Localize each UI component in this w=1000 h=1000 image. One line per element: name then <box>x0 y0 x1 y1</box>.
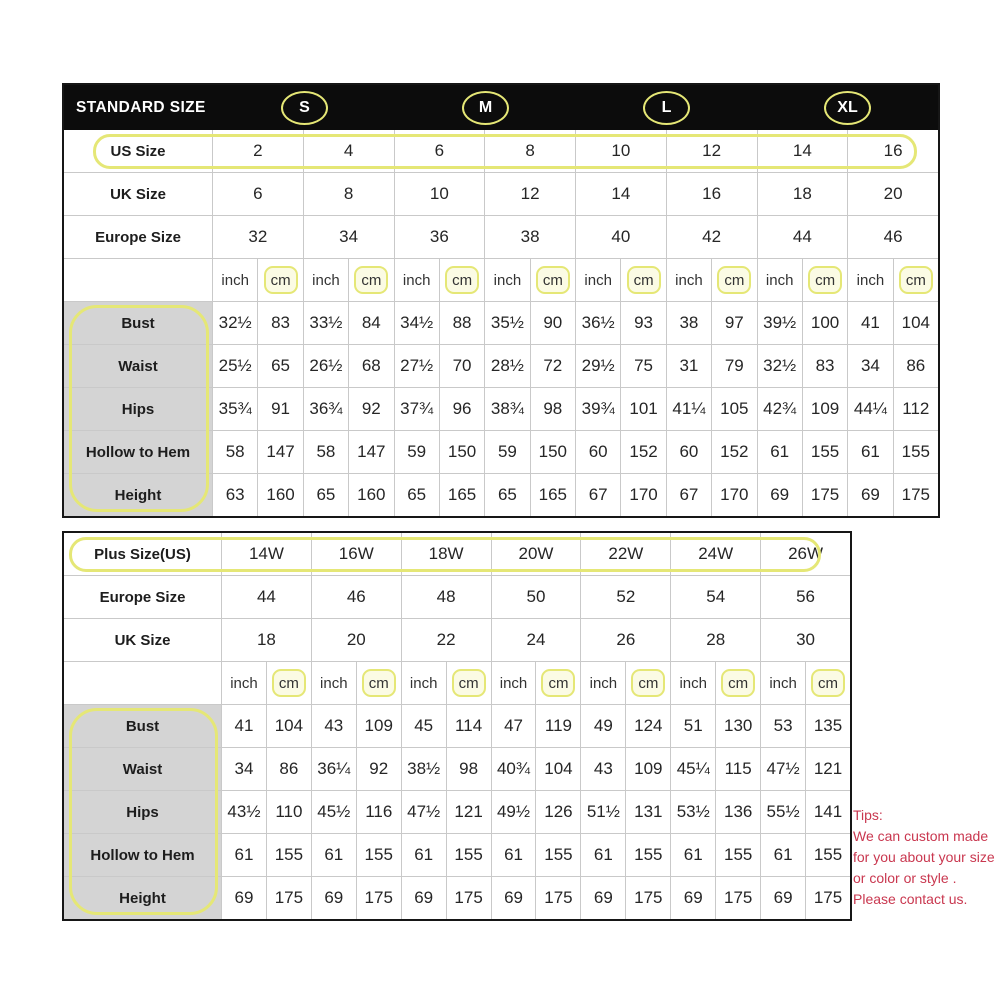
measure-value-cell: 175 <box>267 877 311 919</box>
cm-unit-cell <box>803 259 847 301</box>
measure-value-cell: 40¾ <box>492 748 536 790</box>
tips-line-4: Please contact us. <box>853 891 968 907</box>
measure-value-cell: 175 <box>447 877 491 919</box>
measure-value-cell: 42¾ <box>758 388 802 430</box>
size-value-cell: 18 <box>758 173 848 215</box>
cm-unit-cell <box>531 259 575 301</box>
inch-unit-label: inch <box>848 259 892 301</box>
measure-value-cell: 69 <box>581 877 625 919</box>
measure-value-cell: 109 <box>357 705 401 747</box>
measure-row-label: Hips <box>64 791 221 833</box>
size-value-cell: 56 <box>761 576 850 618</box>
size-value-cell: 6 <box>395 130 485 172</box>
measure-value-cell: 41¼ <box>667 388 711 430</box>
size-value-cell: 16 <box>848 130 938 172</box>
size-row-label: UK Size <box>64 619 221 661</box>
size-value-cell: 46 <box>848 216 938 258</box>
inch-unit-label: inch <box>304 259 348 301</box>
cm-unit-highlight: cm <box>627 266 661 294</box>
measure-value-cell: 39¾ <box>576 388 620 430</box>
size-value-cell: 34 <box>304 216 394 258</box>
measure-value-cell: 65 <box>395 474 439 516</box>
measure-value-cell: 53½ <box>671 791 715 833</box>
measure-value-cell: 86 <box>894 345 938 387</box>
size-row-label: US Size <box>64 130 212 172</box>
size-row-label: Europe Size <box>64 216 212 258</box>
size-value-cell: 16W <box>312 533 401 575</box>
size-value-cell: 14 <box>576 173 666 215</box>
measure-value-cell: 72 <box>531 345 575 387</box>
size-group-m <box>395 91 576 125</box>
measure-value-cell: 53 <box>761 705 805 747</box>
size-letter-xl-circle: XL <box>824 91 871 125</box>
measure-value-cell: 130 <box>716 705 760 747</box>
size-value-cell: 50 <box>492 576 581 618</box>
size-value-cell: 42 <box>667 216 757 258</box>
measure-value-cell: 47 <box>492 705 536 747</box>
measure-value-cell: 36¾ <box>304 388 348 430</box>
measure-value-cell: 69 <box>492 877 536 919</box>
cm-unit-highlight: cm <box>536 266 570 294</box>
size-letter-s-circle: S <box>281 91 328 125</box>
measure-value-cell: 49½ <box>492 791 536 833</box>
size-value-cell: 16 <box>667 173 757 215</box>
measure-value-cell: 47½ <box>402 791 446 833</box>
measure-value-cell: 61 <box>492 834 536 876</box>
plus-size-table <box>62 531 852 921</box>
measure-value-cell: 61 <box>402 834 446 876</box>
measure-value-cell: 135 <box>806 705 850 747</box>
measure-value-cell: 49 <box>581 705 625 747</box>
measure-value-cell: 83 <box>258 302 302 344</box>
measure-value-cell: 126 <box>536 791 580 833</box>
measure-value-cell: 38¾ <box>485 388 529 430</box>
measure-value-cell: 51 <box>671 705 715 747</box>
measure-value-cell: 160 <box>258 474 302 516</box>
measure-value-cell: 69 <box>222 877 266 919</box>
size-value-cell: 18W <box>402 533 491 575</box>
measure-row-label: Waist <box>64 345 212 387</box>
size-value-cell: 20 <box>848 173 938 215</box>
measure-value-cell: 45 <box>402 705 446 747</box>
measure-value-cell: 155 <box>357 834 401 876</box>
size-value-cell: 36 <box>395 216 485 258</box>
measure-value-cell: 26½ <box>304 345 348 387</box>
measure-value-cell: 124 <box>626 705 670 747</box>
measure-value-cell: 45¼ <box>671 748 715 790</box>
inch-unit-label: inch <box>485 259 529 301</box>
measure-value-cell: 27½ <box>395 345 439 387</box>
measure-value-cell: 160 <box>349 474 393 516</box>
measure-value-cell: 41 <box>222 705 266 747</box>
measure-value-cell: 43 <box>312 705 356 747</box>
inch-unit-label: inch <box>312 662 356 704</box>
measure-value-cell: 69 <box>312 877 356 919</box>
size-row-label: UK Size <box>64 173 212 215</box>
tips-line-3: or color or style . <box>853 870 957 886</box>
measure-value-cell: 175 <box>536 877 580 919</box>
measure-value-cell: 36½ <box>576 302 620 344</box>
cm-unit-cell <box>621 259 665 301</box>
cm-unit-highlight: cm <box>264 266 298 294</box>
size-value-cell: 6 <box>213 173 303 215</box>
size-value-cell: 54 <box>671 576 760 618</box>
measure-value-cell: 84 <box>349 302 393 344</box>
inch-unit-label: inch <box>758 259 802 301</box>
measure-value-cell: 100 <box>803 302 847 344</box>
measure-value-cell: 51½ <box>581 791 625 833</box>
cm-unit-cell <box>894 259 938 301</box>
measure-value-cell: 65 <box>304 474 348 516</box>
measure-value-cell: 59 <box>395 431 439 473</box>
measure-value-cell: 36¼ <box>312 748 356 790</box>
measure-value-cell: 175 <box>357 877 401 919</box>
cm-unit-highlight: cm <box>354 266 388 294</box>
cm-unit-highlight: cm <box>811 669 845 697</box>
size-group-l <box>576 91 757 125</box>
size-value-cell: 44 <box>758 216 848 258</box>
size-value-cell: 4 <box>304 130 394 172</box>
measure-value-cell: 67 <box>576 474 620 516</box>
cm-unit-cell <box>626 662 670 704</box>
cm-unit-cell <box>806 662 850 704</box>
measure-value-cell: 65 <box>485 474 529 516</box>
measure-row-label: Hollow to Hem <box>64 834 221 876</box>
measure-value-cell: 150 <box>440 431 484 473</box>
measure-value-cell: 31 <box>667 345 711 387</box>
size-letter-l-circle: L <box>643 91 690 125</box>
measure-value-cell: 152 <box>712 431 756 473</box>
measure-value-cell: 25½ <box>213 345 257 387</box>
inch-unit-label: inch <box>492 662 536 704</box>
measure-value-cell: 35½ <box>485 302 529 344</box>
measure-value-cell: 98 <box>531 388 575 430</box>
size-value-cell: 32 <box>213 216 303 258</box>
tips-line-2: for you about your size <box>853 849 995 865</box>
measure-value-cell: 60 <box>667 431 711 473</box>
measure-value-cell: 58 <box>304 431 348 473</box>
measure-value-cell: 136 <box>716 791 760 833</box>
measure-value-cell: 67 <box>667 474 711 516</box>
measure-value-cell: 150 <box>531 431 575 473</box>
size-value-cell: 46 <box>312 576 401 618</box>
size-value-cell: 30 <box>761 619 850 661</box>
cm-unit-highlight: cm <box>445 266 479 294</box>
measure-value-cell: 105 <box>712 388 756 430</box>
size-row-label: Europe Size <box>64 576 221 618</box>
size-row-label: Plus Size(US) <box>64 533 221 575</box>
cm-unit-highlight: cm <box>272 669 306 697</box>
measure-value-cell: 91 <box>258 388 302 430</box>
size-value-cell: 8 <box>485 130 575 172</box>
measure-row-label: Hollow to Hem <box>64 431 212 473</box>
size-value-cell: 18 <box>222 619 311 661</box>
measure-value-cell: 32½ <box>213 302 257 344</box>
cm-unit-cell <box>349 259 393 301</box>
measure-value-cell: 121 <box>447 791 491 833</box>
measure-value-cell: 86 <box>267 748 311 790</box>
cm-unit-cell <box>440 259 484 301</box>
size-value-cell: 40 <box>576 216 666 258</box>
size-group-xl <box>757 91 938 125</box>
measure-value-cell: 104 <box>267 705 311 747</box>
unit-row-empty-label <box>64 662 221 704</box>
cm-unit-highlight: cm <box>452 669 486 697</box>
size-value-cell: 48 <box>402 576 491 618</box>
measure-value-cell: 44¼ <box>848 388 892 430</box>
size-value-cell: 20W <box>492 533 581 575</box>
measure-value-cell: 61 <box>761 834 805 876</box>
measure-value-cell: 165 <box>440 474 484 516</box>
measure-row-label: Height <box>64 877 221 919</box>
measure-value-cell: 147 <box>258 431 302 473</box>
size-group-s <box>214 91 395 125</box>
measure-value-cell: 34 <box>848 345 892 387</box>
cm-unit-cell <box>712 259 756 301</box>
cm-unit-highlight: cm <box>721 669 755 697</box>
measure-value-cell: 147 <box>349 431 393 473</box>
cm-unit-cell <box>447 662 491 704</box>
tips-line-1: We can custom made <box>853 828 989 844</box>
measure-value-cell: 75 <box>621 345 665 387</box>
measure-value-cell: 41 <box>848 302 892 344</box>
standard-size-header-bar <box>64 85 938 130</box>
measure-value-cell: 63 <box>213 474 257 516</box>
inch-unit-label: inch <box>667 259 711 301</box>
measure-value-cell: 175 <box>716 877 760 919</box>
inch-unit-label: inch <box>402 662 446 704</box>
measure-value-cell: 69 <box>758 474 802 516</box>
measure-row-label: Bust <box>64 705 221 747</box>
measure-value-cell: 155 <box>267 834 311 876</box>
measure-value-cell: 69 <box>402 877 446 919</box>
size-letter-m-circle: M <box>462 91 509 125</box>
size-value-cell: 12 <box>485 173 575 215</box>
measure-value-cell: 90 <box>531 302 575 344</box>
measure-value-cell: 43 <box>581 748 625 790</box>
measure-value-cell: 38½ <box>402 748 446 790</box>
size-value-cell: 26W <box>761 533 850 575</box>
measure-value-cell: 98 <box>447 748 491 790</box>
cm-unit-cell <box>716 662 760 704</box>
measure-value-cell: 155 <box>716 834 760 876</box>
measure-value-cell: 109 <box>803 388 847 430</box>
measure-value-cell: 115 <box>716 748 760 790</box>
standard-size-table <box>62 83 940 518</box>
size-value-cell: 8 <box>304 173 394 215</box>
measure-row-label: Hips <box>64 388 212 430</box>
measure-value-cell: 141 <box>806 791 850 833</box>
size-value-cell: 38 <box>485 216 575 258</box>
cm-unit-highlight: cm <box>717 266 751 294</box>
measure-value-cell: 83 <box>803 345 847 387</box>
measure-value-cell: 109 <box>626 748 670 790</box>
cm-unit-highlight: cm <box>631 669 665 697</box>
measure-value-cell: 45½ <box>312 791 356 833</box>
standard-size-title: STANDARD SIZE <box>76 98 206 116</box>
measure-value-cell: 70 <box>440 345 484 387</box>
measure-value-cell: 55½ <box>761 791 805 833</box>
measure-value-cell: 29½ <box>576 345 620 387</box>
measure-value-cell: 69 <box>671 877 715 919</box>
measure-value-cell: 58 <box>213 431 257 473</box>
measure-value-cell: 61 <box>671 834 715 876</box>
measure-value-cell: 101 <box>621 388 665 430</box>
size-value-cell: 24W <box>671 533 760 575</box>
cm-unit-highlight: cm <box>362 669 396 697</box>
measure-value-cell: 47½ <box>761 748 805 790</box>
cm-unit-cell <box>258 259 302 301</box>
inch-unit-label: inch <box>671 662 715 704</box>
measure-value-cell: 61 <box>758 431 802 473</box>
size-value-cell: 10 <box>576 130 666 172</box>
measure-value-cell: 92 <box>349 388 393 430</box>
measure-value-cell: 175 <box>806 877 850 919</box>
size-value-cell: 14W <box>222 533 311 575</box>
tips-note <box>853 805 995 910</box>
measure-value-cell: 61 <box>581 834 625 876</box>
measure-value-cell: 155 <box>626 834 670 876</box>
measure-value-cell: 131 <box>626 791 670 833</box>
measure-value-cell: 34 <box>222 748 266 790</box>
inch-unit-label: inch <box>581 662 625 704</box>
measure-value-cell: 170 <box>621 474 665 516</box>
cm-unit-highlight: cm <box>808 266 842 294</box>
measure-value-cell: 43½ <box>222 791 266 833</box>
measure-row-label: Height <box>64 474 212 516</box>
measure-value-cell: 34½ <box>395 302 439 344</box>
size-value-cell: 2 <box>213 130 303 172</box>
measure-value-cell: 155 <box>803 431 847 473</box>
measure-value-cell: 33½ <box>304 302 348 344</box>
measure-value-cell: 155 <box>806 834 850 876</box>
size-value-cell: 52 <box>581 576 670 618</box>
measure-value-cell: 93 <box>621 302 665 344</box>
measure-value-cell: 69 <box>848 474 892 516</box>
measure-value-cell: 114 <box>447 705 491 747</box>
measure-value-cell: 119 <box>536 705 580 747</box>
measure-value-cell: 88 <box>440 302 484 344</box>
measure-value-cell: 28½ <box>485 345 529 387</box>
measure-value-cell: 152 <box>621 431 665 473</box>
size-value-cell: 14 <box>758 130 848 172</box>
measure-value-cell: 96 <box>440 388 484 430</box>
cm-unit-highlight: cm <box>541 669 575 697</box>
cm-unit-cell <box>536 662 580 704</box>
measure-value-cell: 92 <box>357 748 401 790</box>
measure-value-cell: 116 <box>357 791 401 833</box>
measure-value-cell: 175 <box>803 474 847 516</box>
measure-value-cell: 61 <box>222 834 266 876</box>
size-value-cell: 22 <box>402 619 491 661</box>
measure-value-cell: 155 <box>536 834 580 876</box>
measure-value-cell: 39½ <box>758 302 802 344</box>
measure-value-cell: 61 <box>312 834 356 876</box>
measure-value-cell: 121 <box>806 748 850 790</box>
inch-unit-label: inch <box>395 259 439 301</box>
size-value-cell: 24 <box>492 619 581 661</box>
measure-row-label: Bust <box>64 302 212 344</box>
measure-value-cell: 61 <box>848 431 892 473</box>
size-value-cell: 12 <box>667 130 757 172</box>
cm-unit-cell <box>267 662 311 704</box>
unit-row-empty-label <box>64 259 212 301</box>
measure-row-label: Waist <box>64 748 221 790</box>
size-value-cell: 10 <box>395 173 485 215</box>
measure-value-cell: 97 <box>712 302 756 344</box>
inch-unit-label: inch <box>761 662 805 704</box>
measure-value-cell: 104 <box>536 748 580 790</box>
measure-value-cell: 38 <box>667 302 711 344</box>
size-value-cell: 26 <box>581 619 670 661</box>
measure-value-cell: 37¾ <box>395 388 439 430</box>
size-value-cell: 28 <box>671 619 760 661</box>
measure-value-cell: 68 <box>349 345 393 387</box>
measure-value-cell: 60 <box>576 431 620 473</box>
measure-value-cell: 175 <box>626 877 670 919</box>
size-value-cell: 20 <box>312 619 401 661</box>
standard-size-grid <box>64 130 938 516</box>
cm-unit-cell <box>357 662 401 704</box>
measure-value-cell: 35¾ <box>213 388 257 430</box>
measure-value-cell: 112 <box>894 388 938 430</box>
measure-value-cell: 32½ <box>758 345 802 387</box>
measure-value-cell: 155 <box>894 431 938 473</box>
measure-value-cell: 175 <box>894 474 938 516</box>
inch-unit-label: inch <box>576 259 620 301</box>
measure-value-cell: 69 <box>761 877 805 919</box>
measure-value-cell: 110 <box>267 791 311 833</box>
inch-unit-label: inch <box>222 662 266 704</box>
plus-size-grid <box>64 533 850 919</box>
measure-value-cell: 79 <box>712 345 756 387</box>
size-value-cell: 22W <box>581 533 670 575</box>
inch-unit-label: inch <box>213 259 257 301</box>
size-value-cell: 44 <box>222 576 311 618</box>
tips-title: Tips: <box>853 807 883 823</box>
measure-value-cell: 155 <box>447 834 491 876</box>
measure-value-cell: 170 <box>712 474 756 516</box>
measure-value-cell: 59 <box>485 431 529 473</box>
measure-value-cell: 104 <box>894 302 938 344</box>
cm-unit-highlight: cm <box>899 266 933 294</box>
measure-value-cell: 165 <box>531 474 575 516</box>
measure-value-cell: 65 <box>258 345 302 387</box>
